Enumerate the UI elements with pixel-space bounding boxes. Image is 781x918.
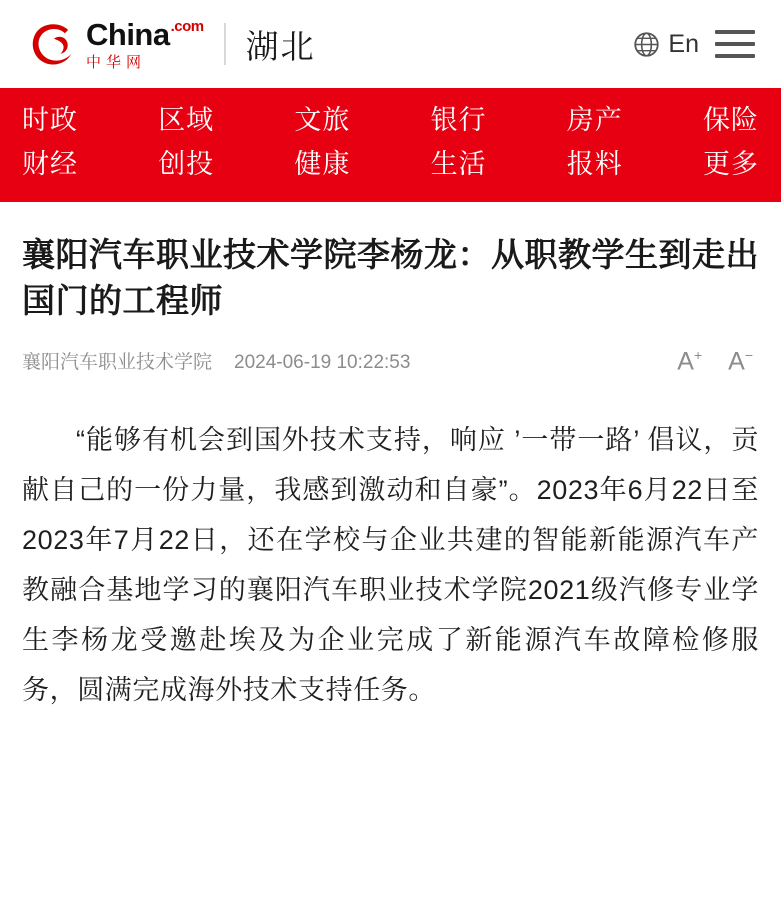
nav-item-shenghuo[interactable]: 生活 — [430, 148, 487, 179]
menu-bar-2 — [715, 42, 755, 46]
nav-column — [294, 104, 350, 182]
font-increase-sign: + — [693, 346, 703, 363]
china-com-brush-logo-icon — [26, 17, 80, 71]
nav-item-baoxian[interactable]: 保险 — [702, 105, 759, 135]
globe-icon[interactable] — [633, 31, 660, 58]
nav-item-chuangtou[interactable]: 创投 — [158, 148, 215, 179]
nav-item-gengduo[interactable]: 更多 — [702, 148, 759, 179]
nav-column — [22, 104, 78, 182]
logo-dotcom-text: .com — [170, 17, 204, 35]
primary-nav — [0, 88, 781, 202]
nav-column — [567, 104, 623, 182]
article-meta — [22, 347, 759, 374]
menu-bar-1 — [715, 30, 755, 34]
logo-wordmark — [86, 16, 204, 71]
font-increase-button[interactable] — [677, 348, 702, 374]
font-decrease-button[interactable] — [728, 348, 753, 374]
article-container — [0, 202, 781, 716]
site-region-label[interactable]: 湖北 — [245, 27, 316, 65]
article-paragraph: “能够有机会到国外技术支持，响应 ’一带一路’ 倡议，贡献自己的一份力量，我感到激动和自豪”。2023年6月22日至2023年7月22日，还在学校与企业共建的智能新能源汽车产教融合基地学习的襄阳汽车职业技术学院2021级汽修专业学生李杨龙受邀赴埃及为企业完成了新能源汽车故障检修服务，圆满完成海外技术支持任务。 — [22, 425, 759, 705]
nav-item-quyu[interactable]: 区域 — [158, 105, 215, 135]
nav-column — [158, 104, 214, 182]
header-right-controls — [633, 30, 755, 59]
page-title: 襄阳汽车职业技术学院李杨龙：从职教学生到走出国门的工程师 — [22, 235, 759, 320]
logo-top-text — [86, 16, 204, 52]
nav-item-yinhang[interactable]: 银行 — [430, 105, 487, 135]
language-switch-label[interactable]: En — [668, 29, 699, 58]
logo-chinese-text: 中华网 — [86, 53, 147, 71]
hamburger-menu-icon[interactable] — [715, 30, 755, 58]
site-header — [0, 0, 781, 88]
nav-item-wenlv[interactable]: 文旅 — [294, 105, 351, 135]
nav-item-caijing[interactable]: 财经 — [22, 148, 78, 179]
menu-bar-3 — [715, 54, 755, 58]
nav-item-baoliao[interactable]: 报料 — [566, 148, 623, 179]
nav-item-jiankang[interactable]: 健康 — [294, 148, 351, 179]
article-datetime: 2024-06-19 10:22:53 — [234, 352, 411, 374]
header-divider — [224, 23, 226, 65]
font-size-controls — [677, 348, 759, 374]
nav-column — [703, 104, 759, 182]
font-decrease-letter: A — [728, 347, 745, 376]
site-logo[interactable] — [26, 17, 204, 71]
font-increase-letter: A — [677, 347, 694, 376]
article-source: 襄阳汽车职业技术学院 — [22, 352, 213, 374]
font-decrease-sign: − — [744, 346, 753, 363]
logo-china-text: China — [86, 16, 170, 52]
nav-item-shizheng[interactable]: 时政 — [22, 105, 78, 135]
article-body — [22, 416, 759, 716]
nav-column — [431, 104, 487, 182]
nav-item-fangchan[interactable]: 房产 — [566, 105, 623, 135]
